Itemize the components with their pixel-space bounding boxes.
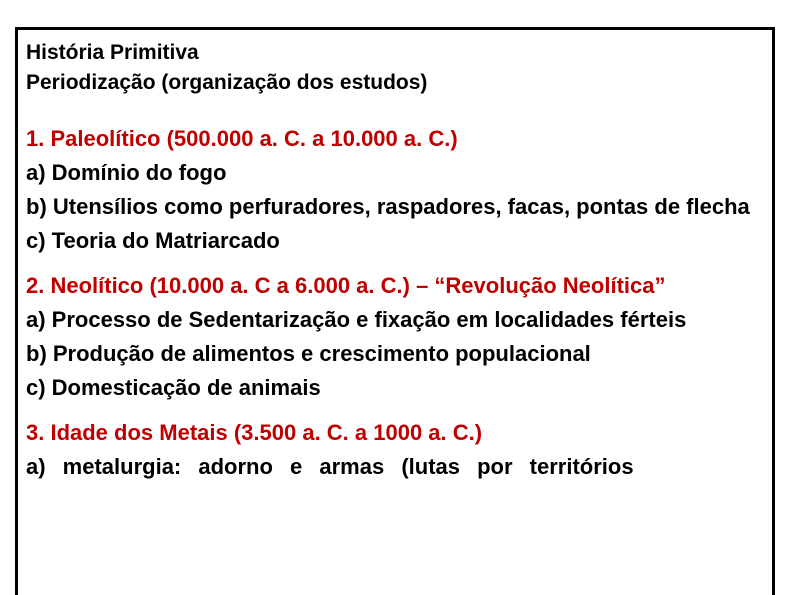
section-heading: 3. Idade dos Metais (3.500 a. C. a 1000 a. C.) [26,420,483,445]
header-title: História Primitiva [26,41,199,64]
section-heading: 1. Paleolítico (500.000 a. C. a 10.000 a. C.) [26,126,458,151]
list-item: a) Processo de Sedentarização e fixação em localidades férteis [26,307,687,332]
list-item: c) Domesticação de animais [26,375,321,400]
list-item: b) Utensílios como perfuradores, raspadores, facas, pontas de flecha [26,194,750,219]
slide-frame [15,27,775,595]
slide-content [26,122,760,484]
slide-header [18,30,772,106]
header-subtitle: Periodização (organização dos estudos) [26,71,428,94]
section-heading: 2. Neolítico (10.000 a. C a 6.000 a. C.) – “Revolução Neolítica” [26,273,666,298]
section-idade-dos-metais [26,416,760,484]
list-item: c) Teoria do Matriarcado [26,228,280,253]
section-paleolitico [26,122,760,258]
list-item: a) metalurgia: adorno e armas (lutas por territórios [26,454,634,479]
list-item: b) Produção de alimentos e crescimento populacional [26,341,591,366]
section-neolitico [26,269,760,405]
list-item: a) Domínio do fogo [26,160,227,185]
